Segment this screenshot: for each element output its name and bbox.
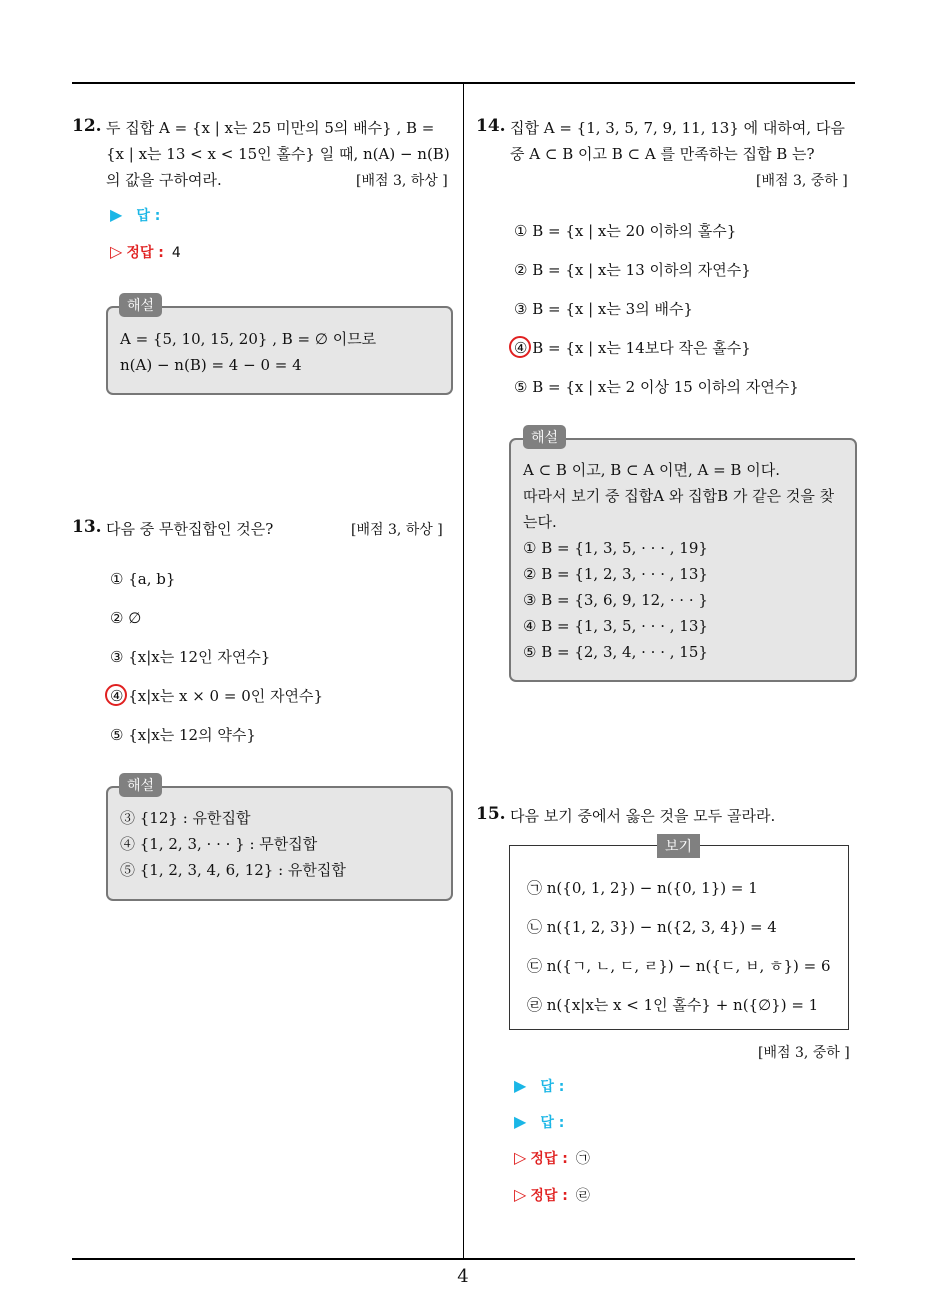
- explanation-line: n(A) − n(B) = 4 − 0 = 4: [120, 356, 302, 374]
- explanation-line: 는다.: [523, 513, 557, 531]
- option-1[interactable]: ① B = {x | x는 20 이하의 홀수}: [514, 222, 737, 240]
- bogi-item: ㉠ n({0, 1, 2}) − n({0, 1}) = 1: [527, 879, 758, 897]
- page-number: 4: [457, 1266, 469, 1287]
- triangle-outline-icon: ▷: [110, 242, 123, 261]
- explanation-box: [509, 438, 857, 682]
- correct-answer-row: [514, 1148, 590, 1168]
- bogi-box: [509, 845, 849, 1030]
- explanation-box: [106, 306, 453, 395]
- option-4[interactable]: ④ {x|x는 x × 0 = 0인 자연수}: [110, 687, 324, 705]
- explanation-line: A ⊂ B 이고, B ⊂ A 이면, A = B 이다.: [523, 461, 780, 479]
- question-text-line-2: 중 A ⊂ B 이고 B ⊂ A 를 만족하는 집합 B 는?: [510, 145, 815, 163]
- bogi-item: ㉣ n({x|x는 x < 1인 홀수} + n({∅}) = 1: [527, 996, 819, 1014]
- correct-label: 정답 :: [126, 245, 164, 261]
- score-label: [배점 3, 하상 ]: [356, 173, 448, 189]
- score-label: [배점 3, 하상 ]: [351, 522, 443, 538]
- option-5[interactable]: ⑤ B = {x | x는 2 이상 15 이하의 자연수}: [514, 378, 799, 396]
- triangle-outline-icon: ▷: [514, 1185, 527, 1204]
- bogi-item: ㉡ n({1, 2, 3}) − n({2, 3, 4}) = 4: [527, 918, 777, 936]
- question-number: 12.: [72, 116, 102, 136]
- correct-answer-row: [514, 1185, 590, 1205]
- score-label: [배점 3, 중하 ]: [756, 173, 848, 189]
- question-text: 다음 중 무한집합인 것은?: [106, 520, 274, 538]
- correct-value: 4: [171, 245, 181, 261]
- answer-row[interactable]: [514, 1112, 564, 1132]
- selected-answer-circle: [509, 336, 531, 358]
- answer-label: 답 :: [540, 1079, 565, 1095]
- answer-row[interactable]: [514, 1076, 564, 1096]
- explanation-line: ② B = {1, 2, 3, · · · , 13}: [523, 565, 708, 583]
- option-2[interactable]: ② B = {x | x는 13 이하의 자연수}: [514, 261, 751, 279]
- question-text-line-1: 두 집합 A = {x | x는 25 미만의 5의 배수} , B =: [106, 119, 435, 137]
- question-number: 15.: [476, 804, 506, 824]
- option-5[interactable]: ⑤ {x|x는 12의 약수}: [110, 726, 256, 744]
- correct-label: 정답 :: [530, 1151, 568, 1167]
- correct-answer-row: [110, 242, 181, 262]
- triangle-outline-icon: ▷: [514, 1148, 527, 1167]
- option-3[interactable]: ③ B = {x | x는 3의 배수}: [514, 300, 693, 318]
- bogi-item: ㉢ n({ㄱ, ㄴ, ㄷ, ㄹ}) − n({ㄷ, ㅂ, ㅎ}) = 6: [527, 957, 831, 975]
- option-2[interactable]: ② ∅: [110, 609, 142, 627]
- bottom-rule: [72, 1258, 855, 1260]
- explanation-line: ⑤ {1, 2, 3, 4, 6, 12} : 유한집합: [120, 861, 346, 879]
- explanation-tag: 해설: [119, 293, 162, 317]
- explanation-line: ③ {12} : 유한집합: [120, 809, 251, 827]
- answer-row[interactable]: [110, 205, 160, 225]
- question-number: 14.: [476, 116, 506, 136]
- correct-label: 정답 :: [530, 1188, 568, 1204]
- answer-label: 답 :: [540, 1115, 565, 1131]
- explanation-line: ① B = {1, 3, 5, · · · , 19}: [523, 539, 708, 557]
- explanation-line: ③ B = {3, 6, 9, 12, · · · }: [523, 591, 708, 609]
- answer-label: 답 :: [136, 208, 161, 224]
- explanation-line: 따라서 보기 중 집합A 와 집합B 가 같은 것을 찾: [523, 487, 835, 505]
- question-text: 다음 보기 중에서 옳은 것을 모두 골라라.: [510, 807, 776, 825]
- play-icon: ▶: [110, 205, 123, 224]
- explanation-tag: 해설: [523, 425, 566, 449]
- option-1[interactable]: ① {a, b}: [110, 570, 176, 588]
- question-text-line-2: {x | x는 13 < x < 15인 홀수} 일 때, n(A) − n(B): [106, 145, 450, 163]
- column-divider: [463, 84, 464, 1259]
- explanation-tag: 해설: [119, 773, 162, 797]
- correct-value: ㉣: [575, 1188, 590, 1204]
- selected-answer-circle: [105, 684, 127, 706]
- correct-value: ㉠: [575, 1151, 590, 1167]
- explanation-box: [106, 786, 453, 901]
- play-icon: ▶: [514, 1076, 527, 1095]
- explanation-line: ⑤ B = {2, 3, 4, · · · , 15}: [523, 643, 708, 661]
- explanation-line: ④ B = {1, 3, 5, · · · , 13}: [523, 617, 708, 635]
- score-label: [배점 3, 중하 ]: [758, 1045, 850, 1061]
- question-number: 13.: [72, 517, 102, 537]
- question-text-line-3: 의 값을 구하여라.: [106, 171, 222, 189]
- question-text-line-1: 집합 A = {1, 3, 5, 7, 9, 11, 13} 에 대하여, 다음: [510, 119, 845, 137]
- option-3[interactable]: ③ {x|x는 12인 자연수}: [110, 648, 271, 666]
- explanation-line: ④ {1, 2, 3, · · · } : 무한집합: [120, 835, 318, 853]
- bogi-tag: 보기: [657, 834, 700, 858]
- option-4[interactable]: ④ B = {x | x는 14보다 작은 홀수}: [514, 339, 751, 357]
- explanation-line: A = {5, 10, 15, 20} , B = ∅ 이므로: [120, 330, 377, 348]
- play-icon: ▶: [514, 1112, 527, 1131]
